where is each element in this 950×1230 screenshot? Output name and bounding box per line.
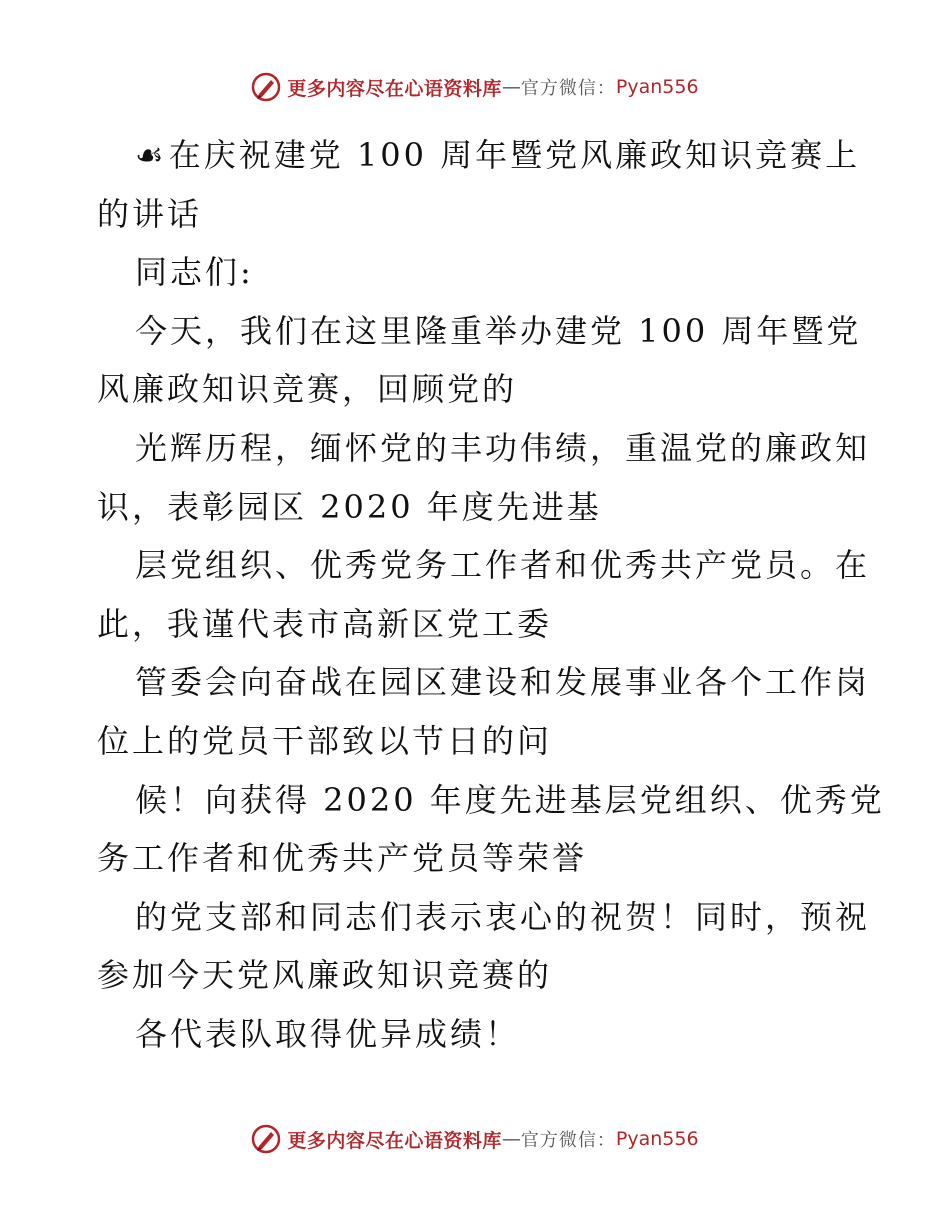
pen-logo-icon bbox=[251, 72, 281, 102]
line-text: 同志们: bbox=[135, 253, 254, 292]
banner-slogan: 更多内容尽在心语资料库 bbox=[287, 77, 502, 100]
paragraph-line bbox=[97, 829, 857, 888]
banner-wechat-label: 官方微信： bbox=[520, 78, 616, 99]
line-text: 各代表队取得优异成绩！ bbox=[135, 1014, 521, 1053]
title-ornament-icon: ☙ bbox=[135, 136, 167, 174]
line-text: 层党组织、优秀党务工作者和优秀共产党员。在 bbox=[135, 546, 871, 585]
pen-logo-icon bbox=[251, 1124, 281, 1154]
line-text: 光辉历程，缅怀党的丰功伟绩，重温党的廉政知 bbox=[135, 428, 871, 467]
document-body bbox=[97, 126, 885, 1064]
line-text: 参加今天党风廉政知识竞赛的 bbox=[97, 956, 553, 995]
banner-wechat-id: Pyan556 bbox=[615, 76, 699, 98]
banner-dash: — bbox=[501, 1128, 521, 1150]
banner-slogan: 更多内容尽在心语资料库 bbox=[287, 1129, 502, 1152]
paragraph-line bbox=[97, 946, 857, 1005]
paragraph-line bbox=[97, 185, 857, 244]
document-title-line bbox=[97, 126, 861, 185]
paragraph-line bbox=[97, 360, 857, 419]
paragraph-line bbox=[97, 712, 857, 771]
line-text: 风廉政知识竞赛，回顾党的 bbox=[97, 370, 518, 409]
footer-banner bbox=[0, 1124, 950, 1154]
line-text: 在庆祝建党 100 周年暨党风廉政知识竞赛上 bbox=[168, 136, 861, 174]
paragraph-line bbox=[97, 419, 871, 478]
paragraph-line bbox=[97, 243, 857, 302]
paragraph-line bbox=[97, 888, 871, 947]
banner-dash: — bbox=[501, 76, 521, 98]
header-banner bbox=[0, 72, 950, 102]
line-text: 的党支部和同志们表示衷心的祝贺！同时，预祝 bbox=[135, 897, 871, 936]
line-text: 此，我谨代表市高新区党工委 bbox=[97, 604, 553, 643]
line-text: 今天，我们在这里隆重举办建党 100 周年暨党 bbox=[135, 311, 862, 350]
paragraph-line bbox=[97, 771, 885, 830]
paragraph-line bbox=[97, 536, 871, 595]
paragraph-line bbox=[97, 478, 857, 537]
line-text: 位上的党员干部致以节日的问 bbox=[97, 721, 553, 760]
line-text: 识，表彰园区 2020 年度先进基 bbox=[97, 487, 602, 526]
line-text: 候！向获得 2020 年度先进基层党组织、优秀党 bbox=[135, 780, 885, 819]
banner-wechat-id: Pyan556 bbox=[615, 1128, 699, 1150]
paragraph-line bbox=[97, 653, 871, 712]
banner-wechat-label: 官方微信： bbox=[520, 1130, 616, 1151]
line-text: 管委会向奋战在园区建设和发展事业各个工作岗 bbox=[135, 663, 871, 702]
line-text: 的讲话 bbox=[97, 194, 203, 233]
line-text: 务工作者和优秀共产党员等荣誉 bbox=[97, 839, 588, 878]
paragraph-line bbox=[97, 595, 857, 654]
paragraph-line bbox=[97, 1005, 857, 1064]
paragraph-line bbox=[97, 302, 862, 361]
